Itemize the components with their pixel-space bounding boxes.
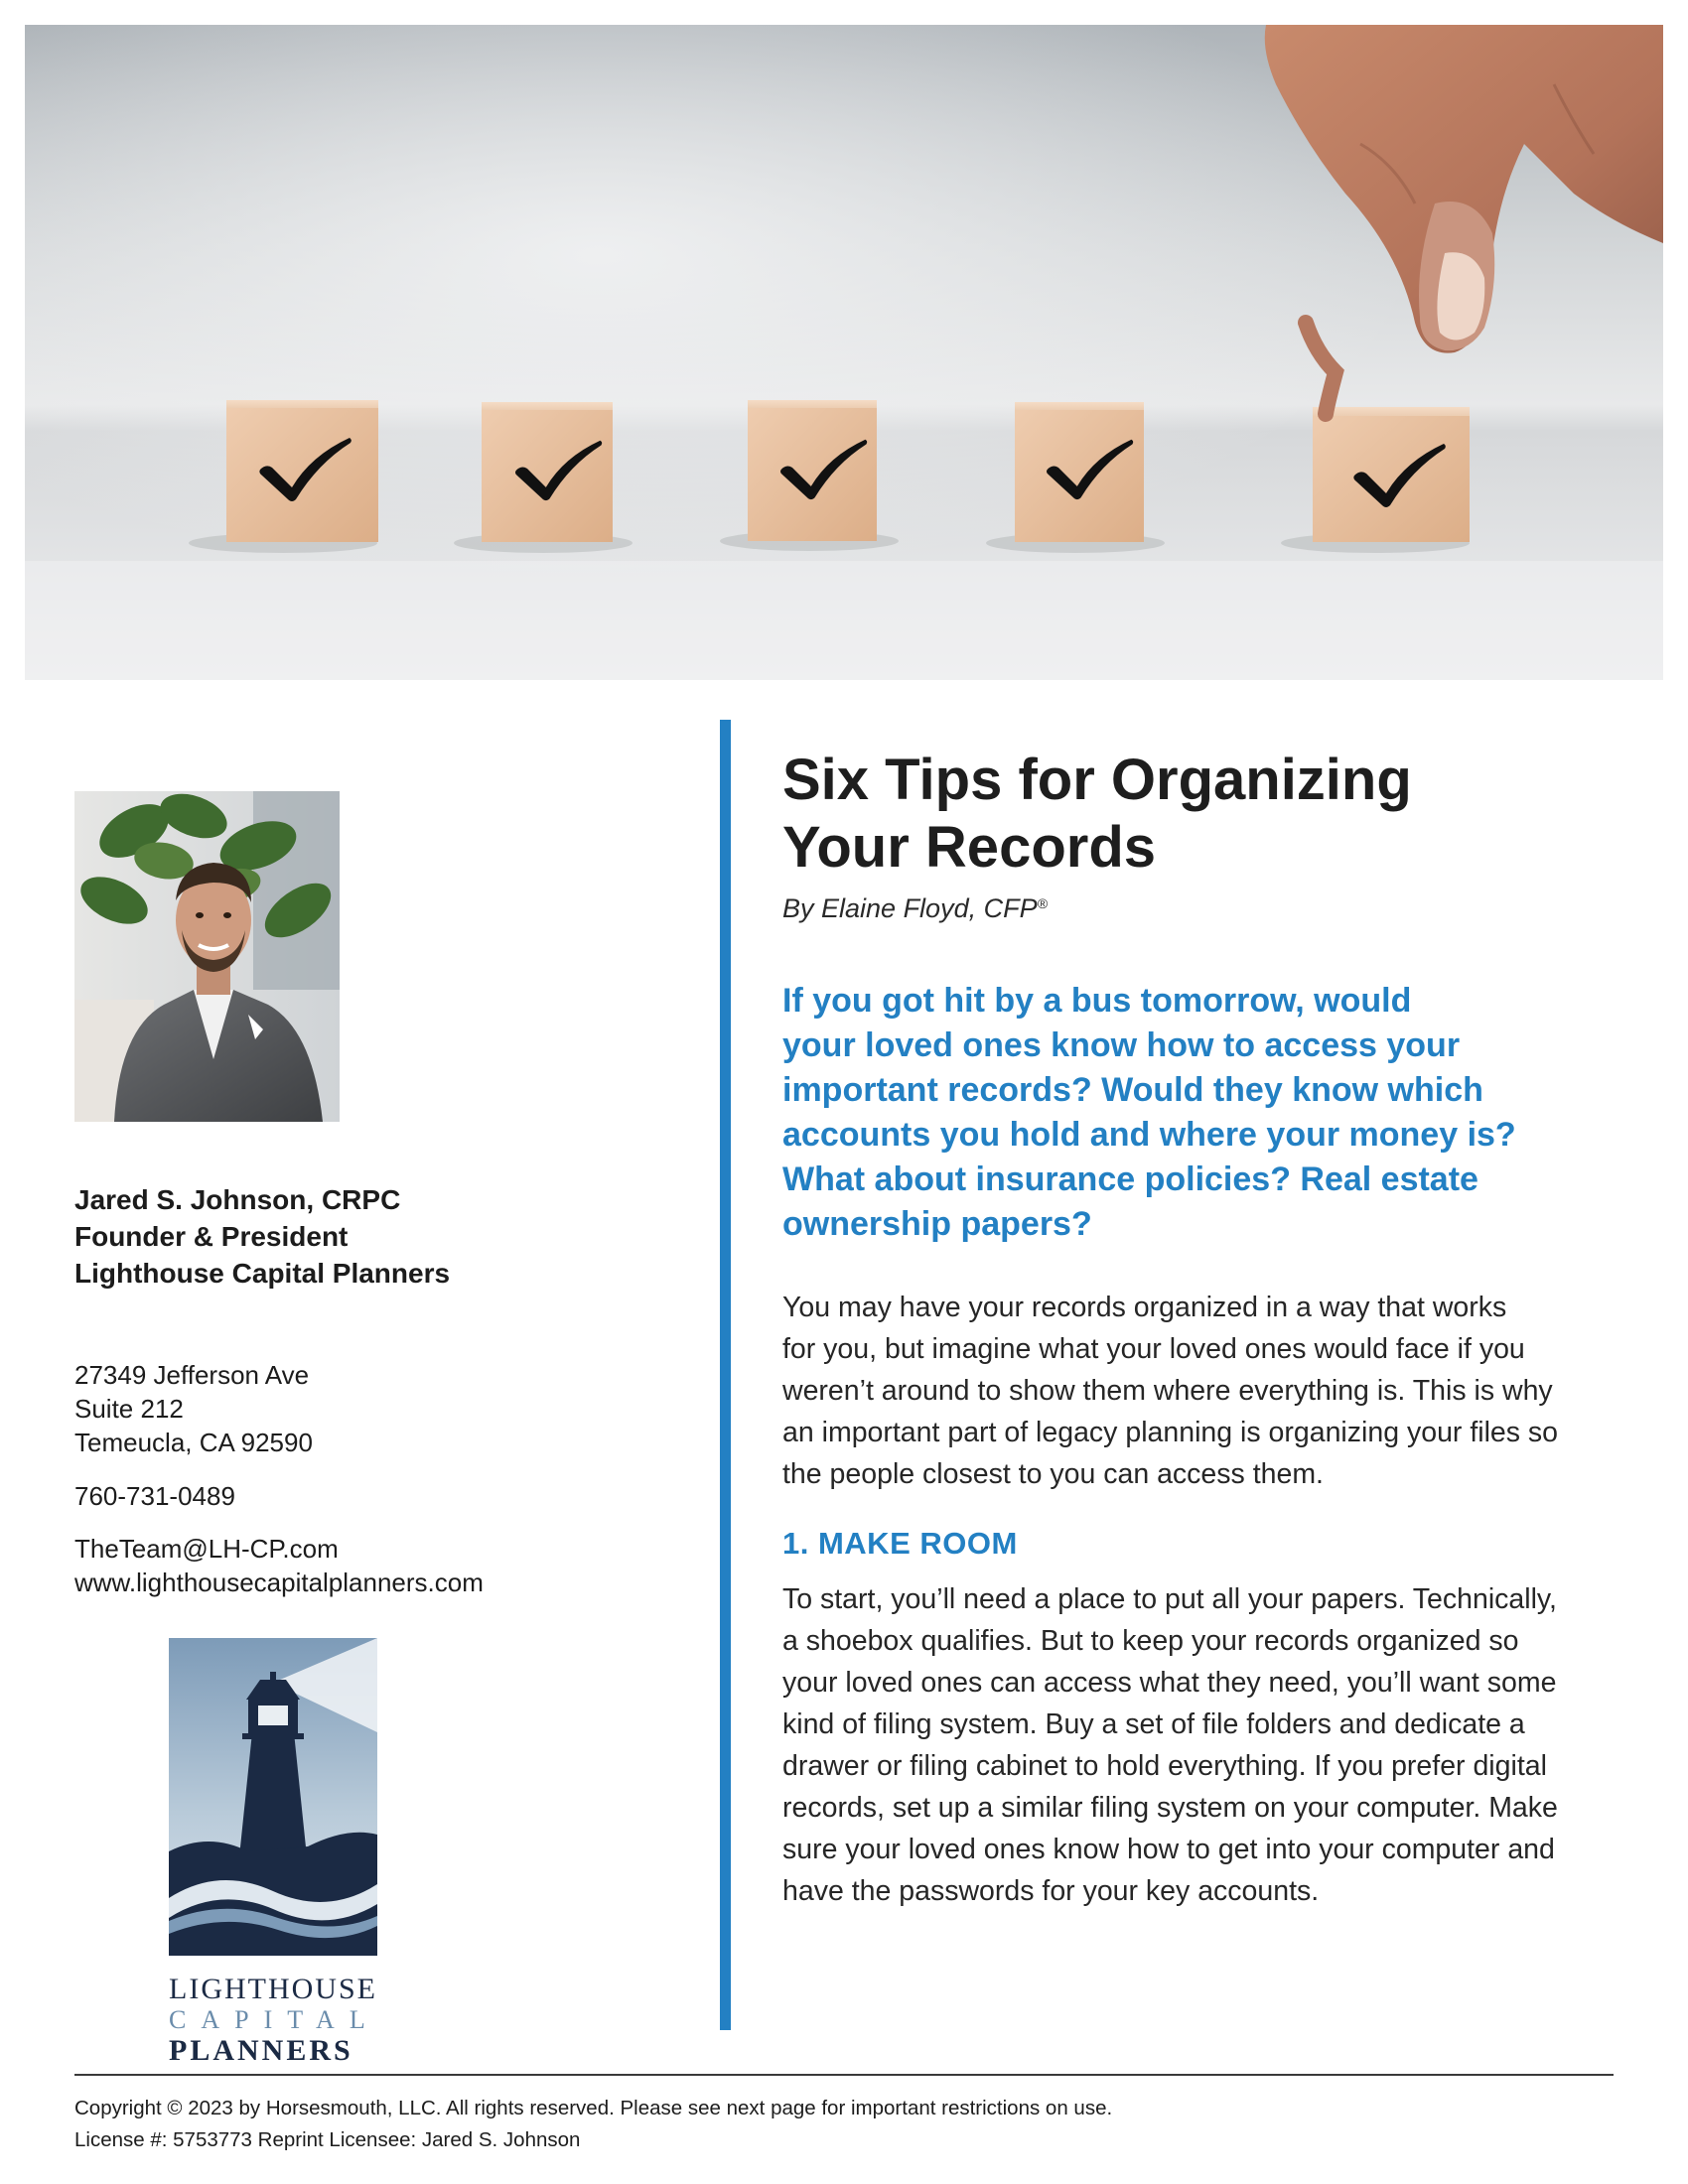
address-line-2: Suite 212 bbox=[74, 1394, 184, 1424]
lead-paragraph bbox=[782, 979, 1607, 1247]
byline-text: By Elaine Floyd, CFP bbox=[782, 893, 1038, 923]
logo-line-1: LIGHTHOUSE bbox=[169, 1973, 377, 2005]
registered-mark: ® bbox=[1037, 895, 1048, 911]
intro-line: the people closest to you can access them. bbox=[782, 1458, 1324, 1490]
section-1-line: kind of filing system. Buy a set of file folders and dedicate a bbox=[782, 1708, 1525, 1740]
footer bbox=[74, 2093, 1112, 2156]
footer-rule bbox=[74, 2074, 1614, 2076]
article-title-line-2: Your Records bbox=[782, 815, 1157, 880]
footer-copyright: Copyright © 2023 by Horsesmouth, LLC. All rights reserved. Please see next page for important restrictions on use. bbox=[74, 2097, 1113, 2119]
lead-line: important records? Would they know which bbox=[782, 1071, 1483, 1109]
advisor-role: Founder & President bbox=[74, 1221, 349, 1252]
lead-line: What about insurance policies? Real estate bbox=[782, 1160, 1478, 1198]
intro-line: for you, but imagine what your loved ones would face if you bbox=[782, 1333, 1525, 1365]
advisor-name: Jared S. Johnson, CRPC bbox=[74, 1184, 401, 1215]
article-byline bbox=[782, 893, 1048, 924]
lead-line: ownership papers? bbox=[782, 1205, 1092, 1243]
section-1-line: sure your loved ones know how to get into your computer and bbox=[782, 1834, 1555, 1865]
section-1-line: drawer or filing cabinet to hold everything. If you prefer digital bbox=[782, 1750, 1547, 1782]
intro-paragraph bbox=[782, 1287, 1617, 1495]
lighthouse-logo bbox=[169, 1638, 382, 2067]
advisor-website[interactable]: www.lighthousecapitalplanners.com bbox=[74, 1568, 484, 1597]
logo-wordmark bbox=[169, 1974, 382, 2067]
section-1-paragraph bbox=[782, 1578, 1617, 1912]
hero-image bbox=[25, 25, 1663, 680]
advisor-email[interactable]: TheTeam@LH-CP.com bbox=[74, 1534, 339, 1564]
intro-line: You may have your records organized in a way that works bbox=[782, 1292, 1507, 1323]
lead-line: accounts you hold and where your money is? bbox=[782, 1116, 1516, 1154]
address-line-1: 27349 Jefferson Ave bbox=[74, 1360, 310, 1390]
article-title bbox=[782, 747, 1597, 882]
wood-block-2 bbox=[482, 402, 613, 542]
section-1-line: a shoebox qualifies. But to keep your records organized so bbox=[782, 1625, 1519, 1657]
section-1-line: your loved ones can access what they need, you’ll want some bbox=[782, 1667, 1557, 1699]
column-divider bbox=[720, 720, 731, 2030]
lead-line: If you got hit by a bus tomorrow, would bbox=[782, 982, 1412, 1020]
section-1-line: To start, you’ll need a place to put all your papers. Technically, bbox=[782, 1583, 1557, 1615]
intro-line: weren’t around to show them where everything is. This is why bbox=[782, 1375, 1553, 1407]
advisor-block bbox=[74, 1181, 450, 1292]
logo-line-2: CAPITAL bbox=[169, 2005, 380, 2034]
wood-block-1 bbox=[226, 400, 378, 542]
contact-block bbox=[74, 1532, 484, 1599]
advisor-photo bbox=[74, 791, 340, 1122]
logo-line-3: PLANNERS bbox=[169, 2034, 353, 2067]
section-1-line: records, set up a similar filing system on your computer. Make bbox=[782, 1792, 1558, 1824]
article-title-line-1: Six Tips for Organizing bbox=[782, 748, 1412, 812]
address-block bbox=[74, 1358, 313, 1459]
advisor-firm: Lighthouse Capital Planners bbox=[74, 1258, 451, 1289]
wood-block-5 bbox=[1313, 407, 1470, 542]
address-line-3: Temeucla, CA 92590 bbox=[74, 1428, 313, 1457]
footer-license: License #: 5753773 Reprint Licensee: Jared S. Johnson bbox=[74, 2128, 581, 2151]
lighthouse-icon bbox=[169, 1638, 377, 1956]
section-1-line: have the passwords for your key accounts. bbox=[782, 1875, 1320, 1907]
wood-block-4 bbox=[1015, 402, 1144, 542]
section-heading-make-room: 1. MAKE ROOM bbox=[782, 1526, 1018, 1561]
lead-line: your loved ones know how to access your bbox=[782, 1026, 1461, 1064]
advisor-phone: 760-731-0489 bbox=[74, 1481, 235, 1511]
intro-line: an important part of legacy planning is organizing your files so bbox=[782, 1417, 1559, 1448]
wood-block-3 bbox=[748, 400, 877, 541]
